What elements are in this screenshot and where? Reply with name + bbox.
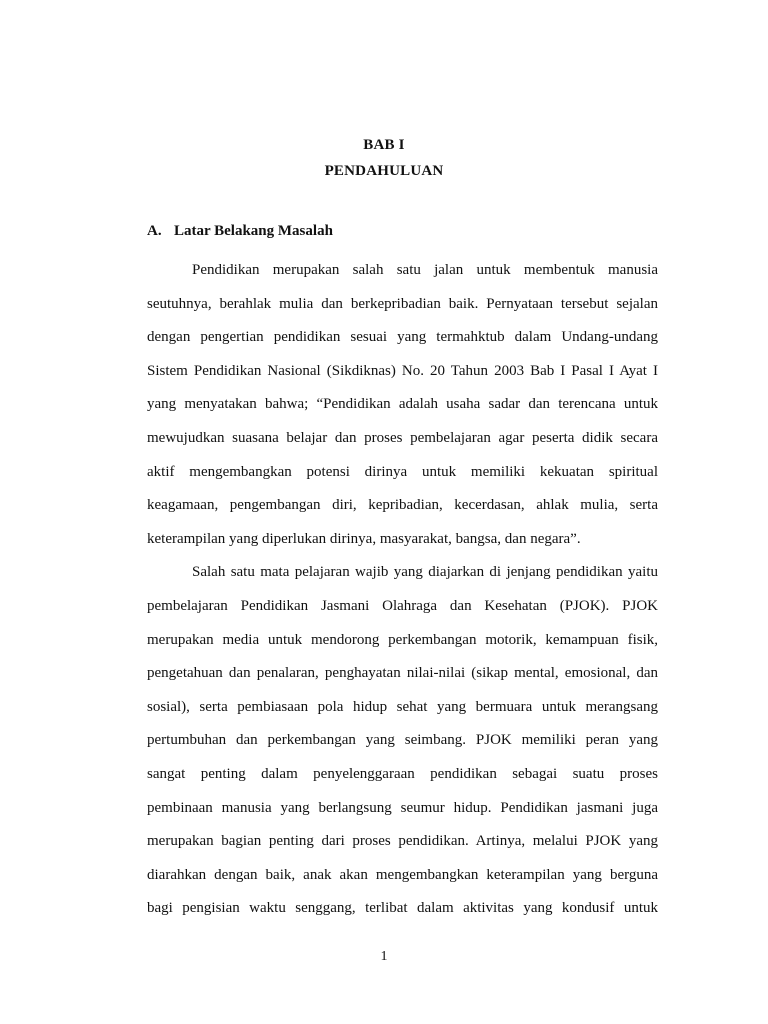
- paragraph-line: merupakan bagian penting dari proses pendidikan. Artinya, melalui PJOK yang: [147, 833, 658, 850]
- paragraph-line: Salah satu mata pelajaran wajib yang diajarkan di jenjang pendidikan yaitu: [192, 564, 658, 581]
- paragraph-line: Pendidikan merupakan salah satu jalan untuk membentuk manusia: [192, 262, 658, 278]
- paragraph-line: mewujudkan suasana belajar dan proses pembelajaran agar peserta didik secara: [147, 429, 658, 446]
- paragraph-line: seutuhnya, berahlak mulia dan berkepribadian baik. Pernyataan tersebut sejalan: [147, 295, 658, 312]
- paragraph-line: pertumbuhan dan perkembangan yang seimbang. PJOK memiliki peran yang: [147, 732, 658, 749]
- body-text: [147, 254, 658, 926]
- paragraph-line: keterampilan yang diperlukan dirinya, masyarakat, bangsa, dan negara”.: [147, 530, 581, 547]
- paragraph-line: bagi pengisian waktu senggang, terlibat dalam aktivitas yang kondusif untuk: [147, 900, 658, 917]
- section-title: Latar Belakang Masalah: [174, 223, 333, 239]
- paragraph-line: sosial), serta pembiasaan pola hidup sehat yang bermuara untuk merangsang: [147, 698, 658, 715]
- paragraph-line: dengan pengertian pendidikan sesuai yang termahktub dalam Undang-undang: [147, 329, 658, 346]
- paragraph-line: pengetahuan dan penalaran, penghayatan nilai-nilai (sikap mental, emosional, dan: [147, 665, 658, 682]
- paragraph-line: diarahkan dengan baik, anak akan mengembangkan keterampilan yang berguna: [147, 866, 658, 883]
- section-heading: [147, 223, 333, 240]
- section-letter: A.: [147, 223, 162, 239]
- chapter-number: BAB I: [363, 137, 405, 153]
- paragraph-line: keagamaan, pengembangan diri, kepribadian, kecerdasan, ahlak mulia, serta: [147, 497, 658, 514]
- paragraph-line: aktif mengembangkan potensi dirinya untuk memiliki kekuatan spiritual: [147, 463, 658, 480]
- chapter-title: PENDAHULUAN: [324, 163, 444, 179]
- paragraph-line: merupakan media untuk mendorong perkembangan motorik, kemampuan fisik,: [147, 631, 658, 648]
- page-number: 1: [380, 949, 388, 964]
- paragraph-line: yang menyatakan bahwa; “Pendidikan adalah usaha sadar dan terencana untuk: [147, 396, 658, 413]
- paragraph-line: pembinaan manusia yang berlangsung seumur hidup. Pendidikan jasmani juga: [147, 799, 658, 816]
- paragraph-line: Sistem Pendidikan Nasional (Sikdiknas) No. 20 Tahun 2003 Bab I Pasal I Ayat I: [147, 362, 658, 379]
- paragraph-line: sangat penting dalam penyelenggaraan pendidikan sebagai suatu proses: [147, 765, 658, 782]
- paragraph-line: pembelajaran Pendidikan Jasmani Olahraga dan Kesehatan (PJOK). PJOK: [147, 597, 658, 614]
